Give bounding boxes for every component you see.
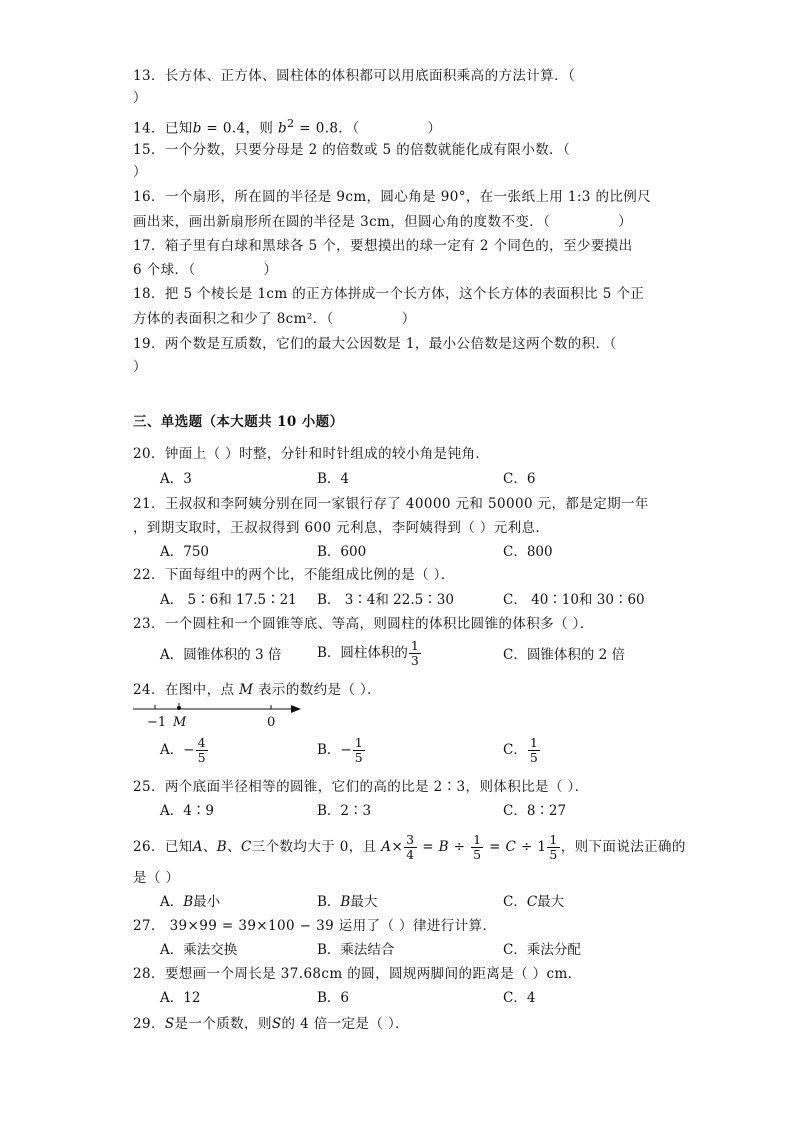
q28-options — [160, 988, 720, 1008]
divide-sign: ÷ 1 — [516, 839, 547, 855]
q26-suffix: ，则下面说法正确的 — [560, 839, 686, 855]
var-a: A — [192, 839, 203, 855]
q26-option-a[interactable] — [160, 892, 220, 912]
label-zero: 0 — [267, 715, 276, 730]
q24-option-c-fraction — [528, 736, 540, 765]
q18-line1: 18．把 5 个棱长是 1cm 的正方体拼成一个长方体，这个长方体的表面积比 5 个正 — [133, 286, 645, 302]
number-line — [133, 700, 303, 730]
option-letter: B． — [317, 742, 341, 758]
q24-option-a[interactable] — [160, 736, 209, 765]
option-letter: C． — [503, 894, 527, 910]
q27-option-c[interactable]: C．乘法分配 — [503, 942, 581, 958]
fraction-numerator: 3 — [406, 832, 415, 847]
q24-stem — [133, 680, 381, 700]
times-sign: × — [391, 839, 404, 855]
eq-var-b: B — [438, 839, 449, 855]
q23-option-a[interactable]: A．圆锥体积的 3 倍 — [160, 647, 282, 663]
q29-suffix: 的 4 倍一定是（ ）． — [281, 1016, 410, 1032]
minus-sign: − — [340, 742, 352, 758]
fraction-denominator: 4 — [406, 847, 415, 862]
q16-line2-text: 画出来，画出新扇形所在圆的半径是 3cm，但圆心角的度数不变．（ — [133, 214, 551, 230]
option-var: C — [526, 894, 538, 910]
var-b: B — [216, 839, 228, 855]
q14-var-b: b — [192, 120, 202, 137]
q13-line1: 13．长方体、正方体、圆柱体的体积都可以用底面积乘高的方法计算．（ — [133, 68, 576, 84]
q20-option-b[interactable]: B．4 — [317, 471, 350, 487]
q16-line2 — [133, 212, 632, 232]
q19-line2: ） — [133, 359, 147, 375]
q24-stem-var: M — [239, 682, 254, 698]
option-var: B — [183, 894, 194, 910]
q17-line2-text: 6 个球．（ — [133, 262, 196, 278]
q13-line2: ） — [133, 90, 147, 106]
q25-options — [160, 801, 720, 821]
equals-sign: = — [417, 839, 439, 855]
q24-options — [160, 735, 720, 765]
section3-heading: 三、单选题（本大题共 10 小题） — [133, 414, 344, 430]
q16-line1: 16．一个扇形，所在圆的半径是 9cm，圆心角是 90°，在一张纸上用 1:3 的比例尺 — [133, 189, 652, 205]
option-letter: A． — [160, 894, 184, 910]
q24-option-a-fraction — [196, 736, 208, 765]
q29-mid: 是一个质数，则 — [174, 1016, 272, 1032]
q29-stem — [133, 1014, 409, 1034]
q26-line2: 是（ ） — [133, 870, 180, 886]
q26-fraction-1 — [404, 833, 416, 862]
q14-close: ） — [427, 120, 442, 137]
fraction-denominator: 5 — [197, 750, 206, 765]
q21-option-c[interactable]: C．800 — [503, 544, 553, 560]
q24-option-b[interactable] — [317, 736, 366, 765]
q20-options — [160, 469, 720, 489]
q14-eq1: = 0.4，则 — [201, 120, 278, 137]
q28-option-b[interactable]: B．6 — [317, 990, 350, 1006]
q24-stem-suffix: 表示的数约是（ ）． — [258, 682, 382, 698]
q20-option-a[interactable]: A．3 — [160, 471, 192, 487]
q22-options — [160, 590, 720, 610]
var-s: S — [271, 1016, 282, 1032]
label-m: M — [173, 715, 187, 730]
q15-line2: ） — [133, 164, 147, 180]
q23-option-b[interactable] — [317, 639, 422, 668]
q25-option-a[interactable]: A．4∶9 — [160, 803, 214, 819]
fraction-numerator: 1 — [354, 735, 363, 750]
q26-mid: 三个数均大于 0，且 — [251, 839, 382, 855]
q21-option-a[interactable]: A．750 — [160, 544, 210, 560]
q28-option-a[interactable]: A．12 — [160, 990, 201, 1006]
option-var: B — [340, 894, 351, 910]
q23-stem: 23．一个圆柱和一个圆锥等底、等高，则圆柱的体积比圆锥的体积多（ ）． — [133, 616, 594, 632]
var-s: S — [164, 1016, 175, 1032]
option-text: 最大 — [537, 894, 565, 910]
eq-var-c: C — [505, 839, 517, 855]
q25-stem: 25．两个底面半径相等的圆锥，它们的高的比是 2∶3，则体积比是（ ）． — [133, 779, 589, 795]
option-text: 最小 — [193, 894, 221, 910]
option-text: 最大 — [350, 894, 378, 910]
minus-sign: − — [183, 742, 195, 758]
q16-close: ） — [618, 214, 633, 230]
q23-option-c[interactable]: C．圆锥体积的 2 倍 — [503, 647, 626, 663]
q19-line1: 19．两个数是互质数，它们的最大公因数是 1，最小公倍数是这两个数的积．（ — [133, 336, 617, 352]
q24-option-b-fraction — [353, 736, 365, 765]
q26-option-b[interactable] — [317, 892, 377, 912]
q26-fraction-3 — [547, 833, 559, 862]
q25-option-b[interactable]: B．2∶3 — [317, 803, 372, 819]
q27-stem: 27． 39×99 = 39×100 − 39 运用了（ ）律进行计算． — [133, 918, 497, 934]
q26-fraction-2 — [471, 833, 483, 862]
q22-option-b[interactable]: B． 3∶4和 22.5∶30 — [317, 592, 454, 608]
q21-option-b[interactable]: B．600 — [317, 544, 367, 560]
q23-option-b-fraction — [409, 639, 421, 668]
q27-option-b[interactable]: B．乘法结合 — [317, 942, 395, 958]
q25-option-c[interactable]: C．8∶27 — [503, 803, 567, 819]
q18-close: ） — [401, 311, 416, 327]
q24-stem-prefix: 24．在图中，点 — [133, 682, 235, 698]
q18-line2-text: 方体的表面积之和少了 8cm²．（ — [133, 311, 334, 327]
q24-option-c[interactable] — [503, 736, 541, 765]
q21-line2: ，到期支取时，王叔叔得到 600 元利息，李阿姨得到（ ）元利息． — [133, 520, 550, 536]
q23-options — [160, 638, 720, 668]
q26-prefix: 26．已知 — [133, 839, 193, 855]
q22-stem: 22．下面每组中的两个比，不能组成比例的是（ ）． — [133, 567, 455, 583]
q23-option-b-text: B．圆柱体积的 — [317, 645, 408, 661]
q28-stem: 28．要想画一个周长是 37.68cm 的圆，圆规两脚间的距离是（ ）cm． — [133, 966, 582, 982]
var-c: C — [240, 839, 252, 855]
q14-sup: 2 — [287, 117, 295, 130]
q17-line1: 17．箱子里有白球和黑球各 5 个，要想摸出的球一定有 2 个同色的，至少要摸出 — [133, 238, 633, 254]
q21-line1: 21．王叔叔和李阿姨分别在同一家银行存了 40000 元和 50000 元，都是定期一年 — [133, 496, 649, 512]
fraction-denominator: 5 — [549, 847, 558, 862]
q26-options — [160, 892, 720, 912]
q20-stem: 20．钟面上（ ）时整，分针和时针组成的较小角是钝角． — [133, 446, 490, 462]
q26-option-c[interactable] — [503, 892, 564, 912]
fraction-numerator: 1 — [473, 832, 482, 847]
divide-sign: ÷ — [448, 839, 471, 855]
fraction-denominator: 3 — [410, 653, 419, 668]
q18-line2 — [133, 309, 416, 329]
q14-eq2: = 0.8．（ — [294, 120, 360, 137]
separator: 、 — [227, 839, 241, 855]
label-minus-1: −1 — [147, 715, 167, 730]
q21-options — [160, 542, 720, 562]
option-letter: B． — [317, 894, 341, 910]
separator: 、 — [202, 839, 217, 855]
fraction-numerator: 1 — [529, 735, 538, 750]
equals-sign: = — [484, 839, 506, 855]
q17-line2 — [133, 260, 277, 280]
q20-option-c[interactable]: C．6 — [503, 471, 536, 487]
q22-option-a[interactable]: A． 5∶6和 17.5∶21 — [160, 592, 297, 608]
q14-line — [133, 114, 441, 139]
fraction-denominator: 5 — [354, 750, 363, 765]
q17-close: ） — [263, 262, 278, 278]
q27-option-a[interactable]: A．乘法交换 — [160, 942, 238, 958]
fraction-numerator: 4 — [197, 735, 206, 750]
fraction-numerator: 1 — [410, 638, 419, 653]
number-line-arrow — [291, 705, 301, 713]
q15-line1: 15．一个分数，只要分母是 2 的倍数或 5 的倍数就能化成有限小数．（ — [133, 142, 571, 158]
q28-option-c[interactable]: C．4 — [503, 990, 536, 1006]
q14-prefix: 14．已知 — [133, 120, 193, 137]
eq-var-a: A — [381, 839, 392, 855]
fraction-numerator: 1 — [549, 832, 558, 847]
option-letter: C． — [503, 742, 527, 758]
q14-var-b2: b — [278, 120, 288, 137]
fraction-denominator: 5 — [529, 750, 538, 765]
q27-options — [160, 940, 720, 960]
fraction-denominator: 5 — [473, 847, 482, 862]
q29-prefix: 29． — [133, 1016, 165, 1032]
q22-option-c[interactable]: C． 40∶10和 30∶60 — [503, 592, 645, 608]
q26-line1 — [133, 832, 686, 862]
option-letter: A． — [160, 742, 184, 758]
